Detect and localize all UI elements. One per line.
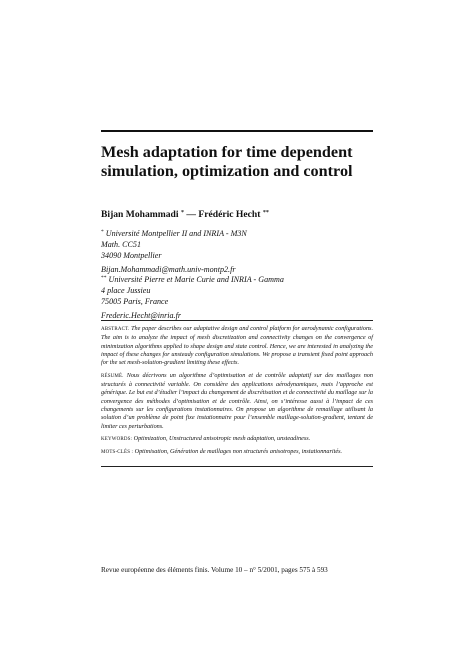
resume-paragraph (101, 372, 373, 431)
abstract-paragraph (101, 325, 373, 368)
affiliation-1-line-2: Math. CC51 (101, 240, 142, 249)
author-1-mark: * (180, 210, 184, 216)
affiliation-2-email: Frederic.Hecht@inria.fr (101, 311, 181, 320)
title-top-rule (101, 130, 373, 132)
motscles-text: Optimisation, Génération de maillages non structurés anisotropes, instationnarités. (133, 448, 343, 456)
resume-label: RÉSUMÉ. (101, 373, 124, 379)
title-line-2: simulation, optimization and control (101, 162, 353, 180)
abstract-block (101, 325, 373, 462)
paper-title (101, 143, 373, 181)
author-2-name: Frédéric Hecht (198, 209, 261, 220)
abstract-bottom-rule (101, 466, 373, 467)
author-separator: — (183, 209, 199, 220)
author-line (101, 207, 269, 221)
abstract-top-rule (101, 320, 373, 321)
keywords-paragraph (101, 435, 373, 444)
affiliation-2-line-3: 75005 Paris, France (101, 297, 169, 306)
affiliation-2-line-2: 4 place Jussieu (101, 286, 151, 295)
motscles-paragraph (101, 448, 373, 457)
affiliation-2 (101, 273, 373, 321)
affiliation-1-line-1: Université Montpellier II and INRIA - M3N (105, 229, 247, 238)
affiliation-1-mark: * (101, 229, 104, 235)
journal-footer: Revue européenne des éléments finis. Volume 10 – n° 5/2001, pages 575 à 593 (101, 566, 328, 574)
abstract-text: The paper describes our adaptative design and control platform for aerodynamic configurations. The aim is to analyze the impact of mesh discretization and connectivity changes on the convergence of minimization algorithms applied to shape design and state control. Hence, we are interested in analyzing the impact of these changes for unsteady configuration simulations. We propose a transient fixed point approach for the set mesh-solution-gradient limiting these effects. (101, 325, 373, 367)
keywords-label: KEYWORDS: (101, 437, 133, 443)
resume-text: Nous décrivons un algorithme d’optimisation et de contrôle adaptatif sur des maillages non structurés à connectivité variable. On considère des applications aérodynamiques, mais l’approche est générique. Le but est d’étudier l’impact du changement de discrétisation et de connectivité du maillage sur la convergence des méthodes d’optimisation et de contrôle. Ainsi, on s’intéresse aussi à l’impact de ces changements sur les configurations instationnaires. On propose un algorithme de remaillage utilisant la solution d’un problème de point fixe instationnaire pour l’ensemble maillage-solution-gradient, tentant de limiter ces perturbations. (101, 371, 373, 430)
affiliation-1 (101, 227, 373, 275)
keywords-text: Optimization, Unstructured anisotropic mesh adaptation, unsteadiness. (132, 435, 311, 443)
author-2-mark: ** (262, 210, 269, 216)
affiliation-1-line-3: 34090 Montpellier (101, 251, 162, 260)
abstract-label: ABSTRACT. (101, 327, 130, 332)
affiliation-2-mark: ** (101, 275, 107, 281)
affiliation-1-email: Bijan.Mohammadi@math.univ-montp2.fr (101, 265, 236, 274)
title-line-1: Mesh adaptation for time dependent (101, 143, 353, 161)
motscles-label: MOTS-CLÉS : (101, 450, 134, 456)
affiliation-2-line-1: Université Pierre et Marie Curie and INRIA - Gamma (108, 275, 284, 284)
author-1-name: Bijan Mohammadi (101, 209, 179, 220)
